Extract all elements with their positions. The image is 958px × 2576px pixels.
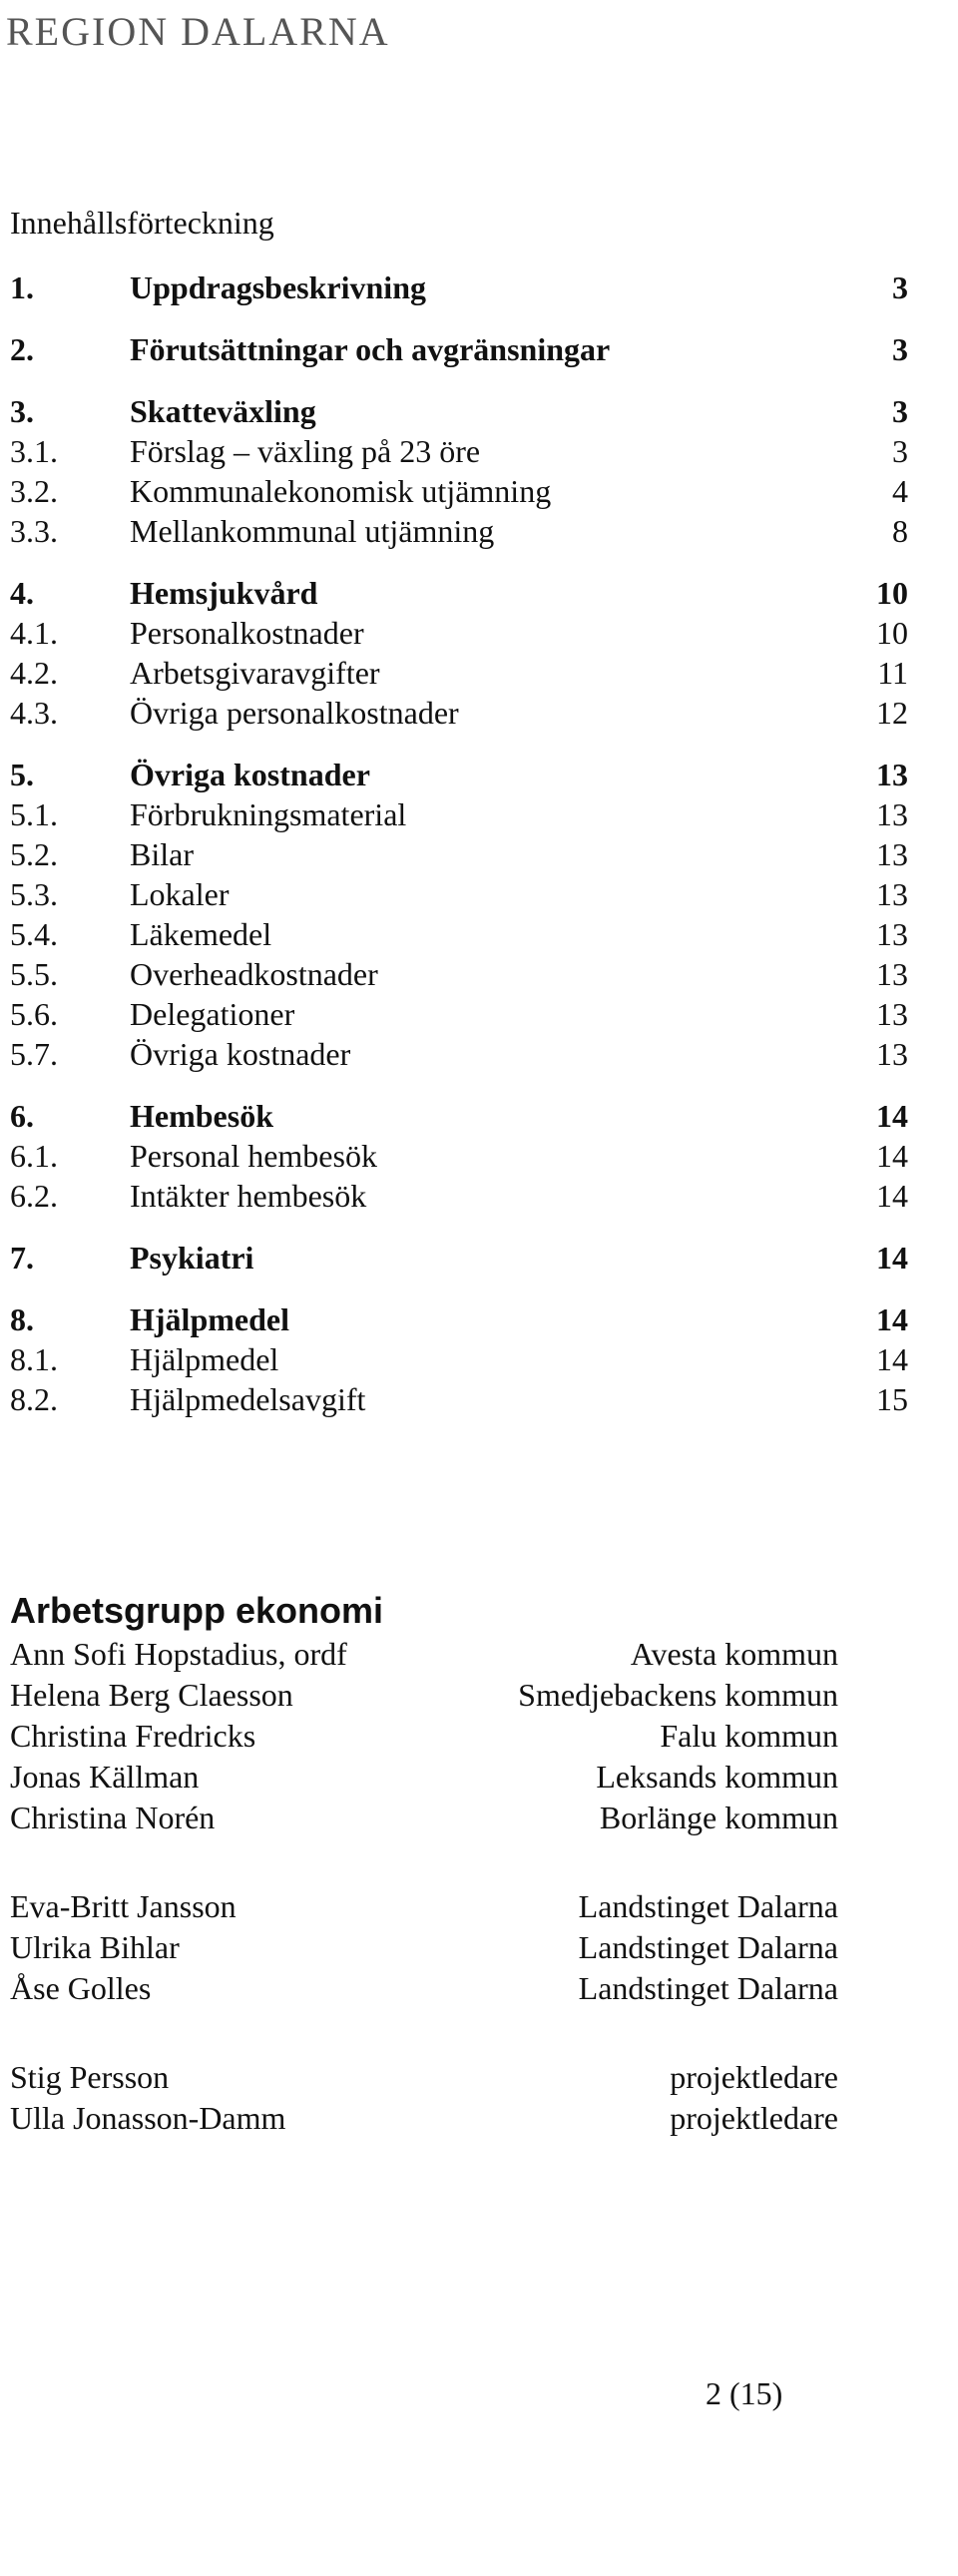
member-name: Helena Berg Claesson — [10, 1677, 293, 1713]
toc-entry — [10, 755, 908, 794]
toc-entry-number: 6. — [10, 1098, 34, 1134]
toc-entry — [10, 267, 908, 307]
toc-entry — [10, 511, 908, 551]
toc-entry-page: 14 — [876, 1341, 908, 1377]
member-organization: Landstinget Dalarna — [578, 1888, 838, 1924]
toc-heading: Innehållsförteckning — [10, 205, 274, 241]
toc-entry-title: Hjälpmedel — [130, 1341, 279, 1377]
toc-entry-number: 6.2. — [10, 1178, 58, 1214]
toc-entry-page: 4 — [892, 473, 908, 509]
toc-entry — [10, 1176, 908, 1216]
toc-entry-title: Skatteväxling — [130, 393, 316, 429]
toc-entry-number: 1. — [10, 269, 34, 305]
toc-entry — [10, 1096, 908, 1136]
logo: REGION DALARNA — [6, 9, 390, 54]
toc-entry-number: 3.1. — [10, 433, 58, 469]
toc-entry — [10, 573, 908, 613]
toc-entry — [10, 653, 908, 693]
toc-entry-number: 6.1. — [10, 1138, 58, 1174]
toc-entry-title: Intäkter hembesök — [130, 1178, 367, 1214]
toc-entry — [10, 1299, 908, 1339]
toc-entry-page: 3 — [892, 433, 908, 469]
toc-entry-page: 13 — [876, 956, 908, 992]
toc-entry-title: Övriga kostnader — [130, 1036, 351, 1072]
toc-entry-title: Overheadkostnader — [130, 956, 378, 992]
member-organization: projektledare — [670, 2100, 838, 2136]
toc-entry-page: 14 — [876, 1138, 908, 1174]
toc-entry-title: Hemsjukvård — [130, 575, 318, 611]
toc-entry-number: 4.3. — [10, 695, 58, 731]
toc-entry-title: Hjälpmedelsavgift — [130, 1381, 366, 1417]
toc-entry-number: 5.2. — [10, 836, 58, 872]
toc-entry-page: 8 — [892, 513, 908, 549]
member-name: Ann Sofi Hopstadius, ordf — [10, 1636, 347, 1672]
working-group-members — [10, 1634, 838, 2139]
member-row — [10, 1886, 838, 1927]
member-organization: Falu kommun — [660, 1718, 838, 1754]
toc-entry-page: 3 — [892, 393, 908, 429]
member-name: Åse Golles — [10, 1970, 152, 2006]
member-row — [10, 1757, 838, 1798]
page-number: 2 (15) — [706, 2375, 783, 2411]
toc-entry-number: 5.3. — [10, 876, 58, 912]
working-group-heading: Arbetsgrupp ekonomi — [10, 1590, 384, 1631]
member-name: Ulla Jonasson-Damm — [10, 2100, 286, 2136]
member-organization: Landstinget Dalarna — [578, 1929, 838, 1965]
toc-entry-page: 11 — [877, 655, 908, 691]
toc-entry — [10, 834, 908, 874]
toc-entry-title: Psykiatri — [130, 1240, 254, 1276]
toc-entry-title: Övriga kostnader — [130, 757, 370, 792]
toc-entry — [10, 391, 908, 431]
member-row — [10, 1634, 838, 1675]
toc-entry-page: 10 — [876, 615, 908, 651]
toc-entry — [10, 954, 908, 994]
member-organization: Avesta kommun — [630, 1636, 838, 1672]
toc-entry-number: 8. — [10, 1301, 34, 1337]
toc-entry-title: Förslag – växling på 23 öre — [130, 433, 481, 469]
toc-entry — [10, 329, 908, 369]
toc-entry-page: 12 — [876, 695, 908, 731]
toc-entry-number: 2. — [10, 331, 34, 367]
member-name: Christina Fredricks — [10, 1718, 256, 1754]
toc-entry-title: Hembesök — [130, 1098, 273, 1134]
member-row — [10, 1716, 838, 1757]
member-organization: Leksands kommun — [596, 1759, 838, 1795]
member-name: Christina Norén — [10, 1800, 216, 1835]
toc-entry — [10, 1379, 908, 1419]
toc-entry-number: 5.7. — [10, 1036, 58, 1072]
toc-entry-page: 13 — [876, 996, 908, 1032]
toc-entry-number: 4.2. — [10, 655, 58, 691]
toc-entry-page: 3 — [892, 331, 908, 367]
member-name: Eva-Britt Jansson — [10, 1888, 237, 1924]
toc-entry-page: 13 — [876, 1036, 908, 1072]
toc-entry-number: 3.3. — [10, 513, 58, 549]
toc-entry-title: Uppdragsbeskrivning — [130, 269, 426, 305]
toc-entry-number: 5.6. — [10, 996, 58, 1032]
toc-entry — [10, 1034, 908, 1074]
toc-entry — [10, 431, 908, 471]
toc-entry-title: Arbetsgivaravgifter — [130, 655, 380, 691]
toc-entry-title: Personal hembesök — [130, 1138, 377, 1174]
toc-entry — [10, 874, 908, 914]
member-row — [10, 2057, 838, 2098]
toc-entry — [10, 471, 908, 511]
toc-entry-number: 8.1. — [10, 1341, 58, 1377]
toc-entry-number: 5.5. — [10, 956, 58, 992]
toc-entry-page: 13 — [876, 836, 908, 872]
member-organization: projektledare — [670, 2059, 838, 2095]
toc-entry — [10, 794, 908, 834]
toc-entry-number: 4.1. — [10, 615, 58, 651]
member-row — [10, 1927, 838, 1968]
toc-entry-title: Lokaler — [130, 876, 230, 912]
toc-entry-title: Förutsättningar och avgränsningar — [130, 331, 611, 367]
table-of-contents — [10, 267, 908, 1419]
toc-entry-page: 15 — [876, 1381, 908, 1417]
toc-entry-title: Mellankommunal utjämning — [130, 513, 495, 549]
toc-entry — [10, 1339, 908, 1379]
toc-entry-page: 14 — [876, 1240, 908, 1276]
toc-entry-page: 10 — [876, 575, 908, 611]
member-organization: Borlänge kommun — [599, 1800, 838, 1835]
toc-entry — [10, 613, 908, 653]
toc-entry-page: 13 — [876, 876, 908, 912]
toc-entry-page: 14 — [876, 1178, 908, 1214]
toc-entry-page: 13 — [876, 757, 908, 792]
toc-entry-page: 14 — [876, 1301, 908, 1337]
toc-entry-page: 13 — [876, 796, 908, 832]
member-name: Stig Persson — [10, 2059, 170, 2095]
toc-entry-title: Läkemedel — [130, 916, 272, 952]
toc-entry — [10, 994, 908, 1034]
toc-entry-title: Delegationer — [130, 996, 295, 1032]
toc-entry — [10, 1136, 908, 1176]
toc-entry — [10, 1238, 908, 1278]
toc-entry-title: Kommunalekonomisk utjämning — [130, 473, 552, 509]
member-row — [10, 1675, 838, 1716]
toc-entry-page: 3 — [892, 269, 908, 305]
toc-entry-title: Hjälpmedel — [130, 1301, 289, 1337]
toc-entry-number: 3.2. — [10, 473, 58, 509]
toc-entry-number: 7. — [10, 1240, 34, 1276]
member-name: Ulrika Bihlar — [10, 1929, 180, 1965]
member-organization: Landstinget Dalarna — [578, 1970, 838, 2006]
member-organization: Smedjebackens kommun — [518, 1677, 838, 1713]
toc-entry-title: Övriga personalkostnader — [130, 695, 459, 731]
toc-entry-number: 3. — [10, 393, 34, 429]
toc-entry-title: Personalkostnader — [130, 615, 364, 651]
toc-entry-number: 8.2. — [10, 1381, 58, 1417]
toc-entry-number: 5.4. — [10, 916, 58, 952]
toc-entry-page: 13 — [876, 916, 908, 952]
toc-entry-title: Bilar — [130, 836, 194, 872]
toc-entry-page: 14 — [876, 1098, 908, 1134]
toc-entry-number: 5. — [10, 757, 34, 792]
member-row — [10, 1968, 838, 2009]
toc-entry — [10, 693, 908, 733]
toc-entry-title: Förbrukningsmaterial — [130, 796, 407, 832]
toc-entry-number: 5.1. — [10, 796, 58, 832]
toc-entry — [10, 914, 908, 954]
member-row — [10, 2098, 838, 2139]
member-name: Jonas Källman — [10, 1759, 200, 1795]
member-row — [10, 1798, 838, 1838]
toc-entry-number: 4. — [10, 575, 34, 611]
